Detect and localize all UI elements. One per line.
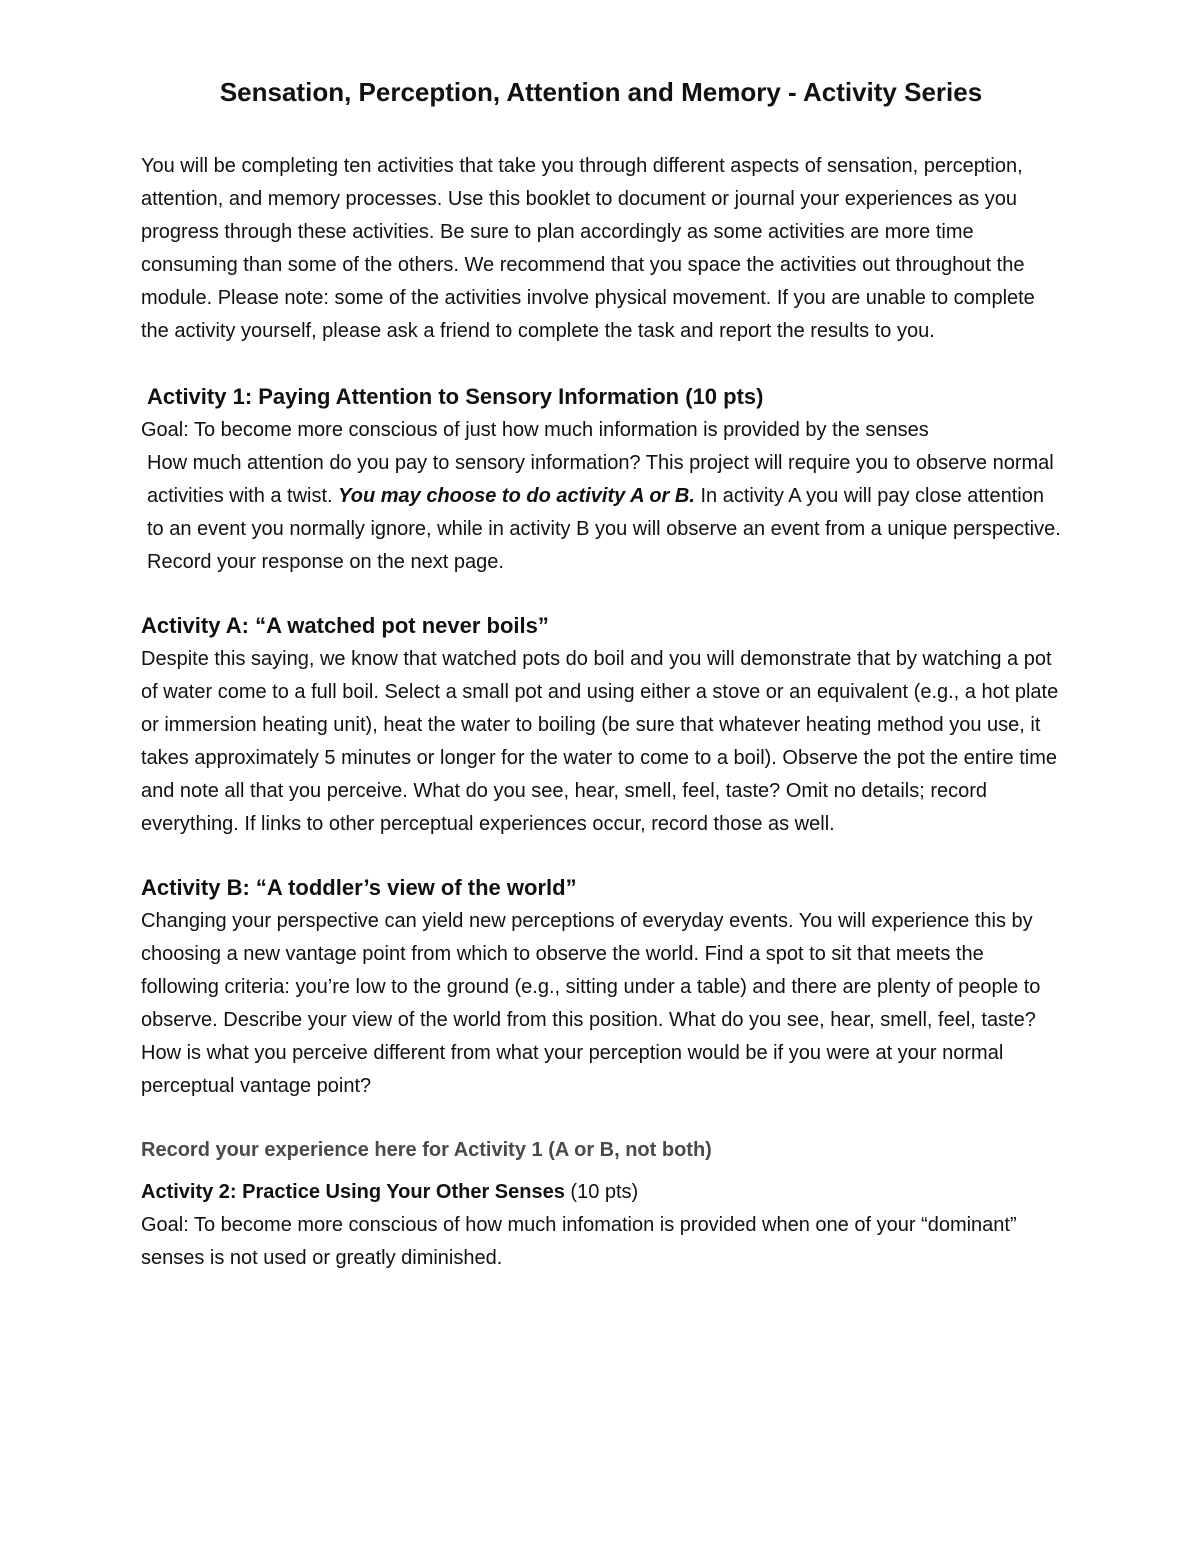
intro-paragraph: You will be completing ten activities that take you through different aspects of sensation, perception, attention, and memory processes. Use this booklet to document or journal your experiences as you progress through these activities. Be sure to plan accordingly as some activities are more time consuming than some of the others. We recommend that you space the activities out throughout the module. Please note: some of the activities involve physical movement. If you are unable to complete the activity yourself, please ask a friend to complete the task and report the results to you.: [141, 155, 1035, 342]
activity-1-description: [141, 447, 1061, 579]
activity-b-description: Changing your perspective can yield new perceptions of everyday events. You will experience this by choosing a new vantage point from which to observe the world. Find a spot to sit that meets the following criteria: you’re low to the ground (e.g., sitting under a table) and there are plenty of people to observe. Describe your view of the world from this position. What do you see, hear, smell, feel, taste? How is what you perceive different from what your perception would be if you were at your normal perceptual vantage point?: [141, 910, 1041, 1097]
activity-2-points: (10 pts): [564, 1181, 639, 1203]
activity-2-goal: Goal: To become more conscious of how much infomation is provided when one of your “dominant” senses is not used or greatly diminished.: [141, 1214, 1017, 1269]
activity-2-heading: [141, 1175, 1061, 1209]
activity-1-description-part2: In activity A you will pay close attention to an event you normally ignore, while in activity B you will observe an event from a unique perspective. Record your response on the next page.: [147, 485, 1061, 573]
activity-1-choice-emphasis: You may choose to do activity A or B.: [338, 485, 695, 507]
record-experience-prompt: Record your experience here for Activity 1 (A or B, not both): [141, 1139, 712, 1161]
activity-a-description: Despite this saying, we know that watched pots do boil and you will demonstrate that by watching a pot of water come to a full boil. Select a small pot and using either a stove or an equivalent (e.g., a hot plate or immersion heating unit), heat the water to boiling (be sure that whatever heating method you use, it takes approximately 5 minutes or longer for the water to come to a boil). Observe the pot the entire time and note all that you perceive. What do you see, hear, smell, feel, taste? Omit no details; record everything. If links to other perceptual experiences occur, record those as well.: [141, 648, 1059, 835]
activity-1-description-part1: How much attention do you pay to sensory information? This project will require you to observe normal activities with a twist.: [147, 452, 1054, 507]
page-title: Sensation, Perception, Attention and Memory - Activity Series: [219, 77, 983, 107]
activity-1-goal: Goal: To become more conscious of just how much information is provided by the senses: [141, 419, 929, 441]
activity-1-heading: Activity 1: Paying Attention to Sensory Information (10 pts): [147, 384, 764, 409]
document-body: [141, 72, 1061, 1275]
activity-2-title: Activity 2: Practice Using Your Other Senses: [141, 1181, 565, 1203]
activity-b-heading: Activity B: “A toddler’s view of the world”: [141, 875, 577, 900]
activity-a-heading: Activity A: “A watched pot never boils”: [141, 613, 549, 638]
